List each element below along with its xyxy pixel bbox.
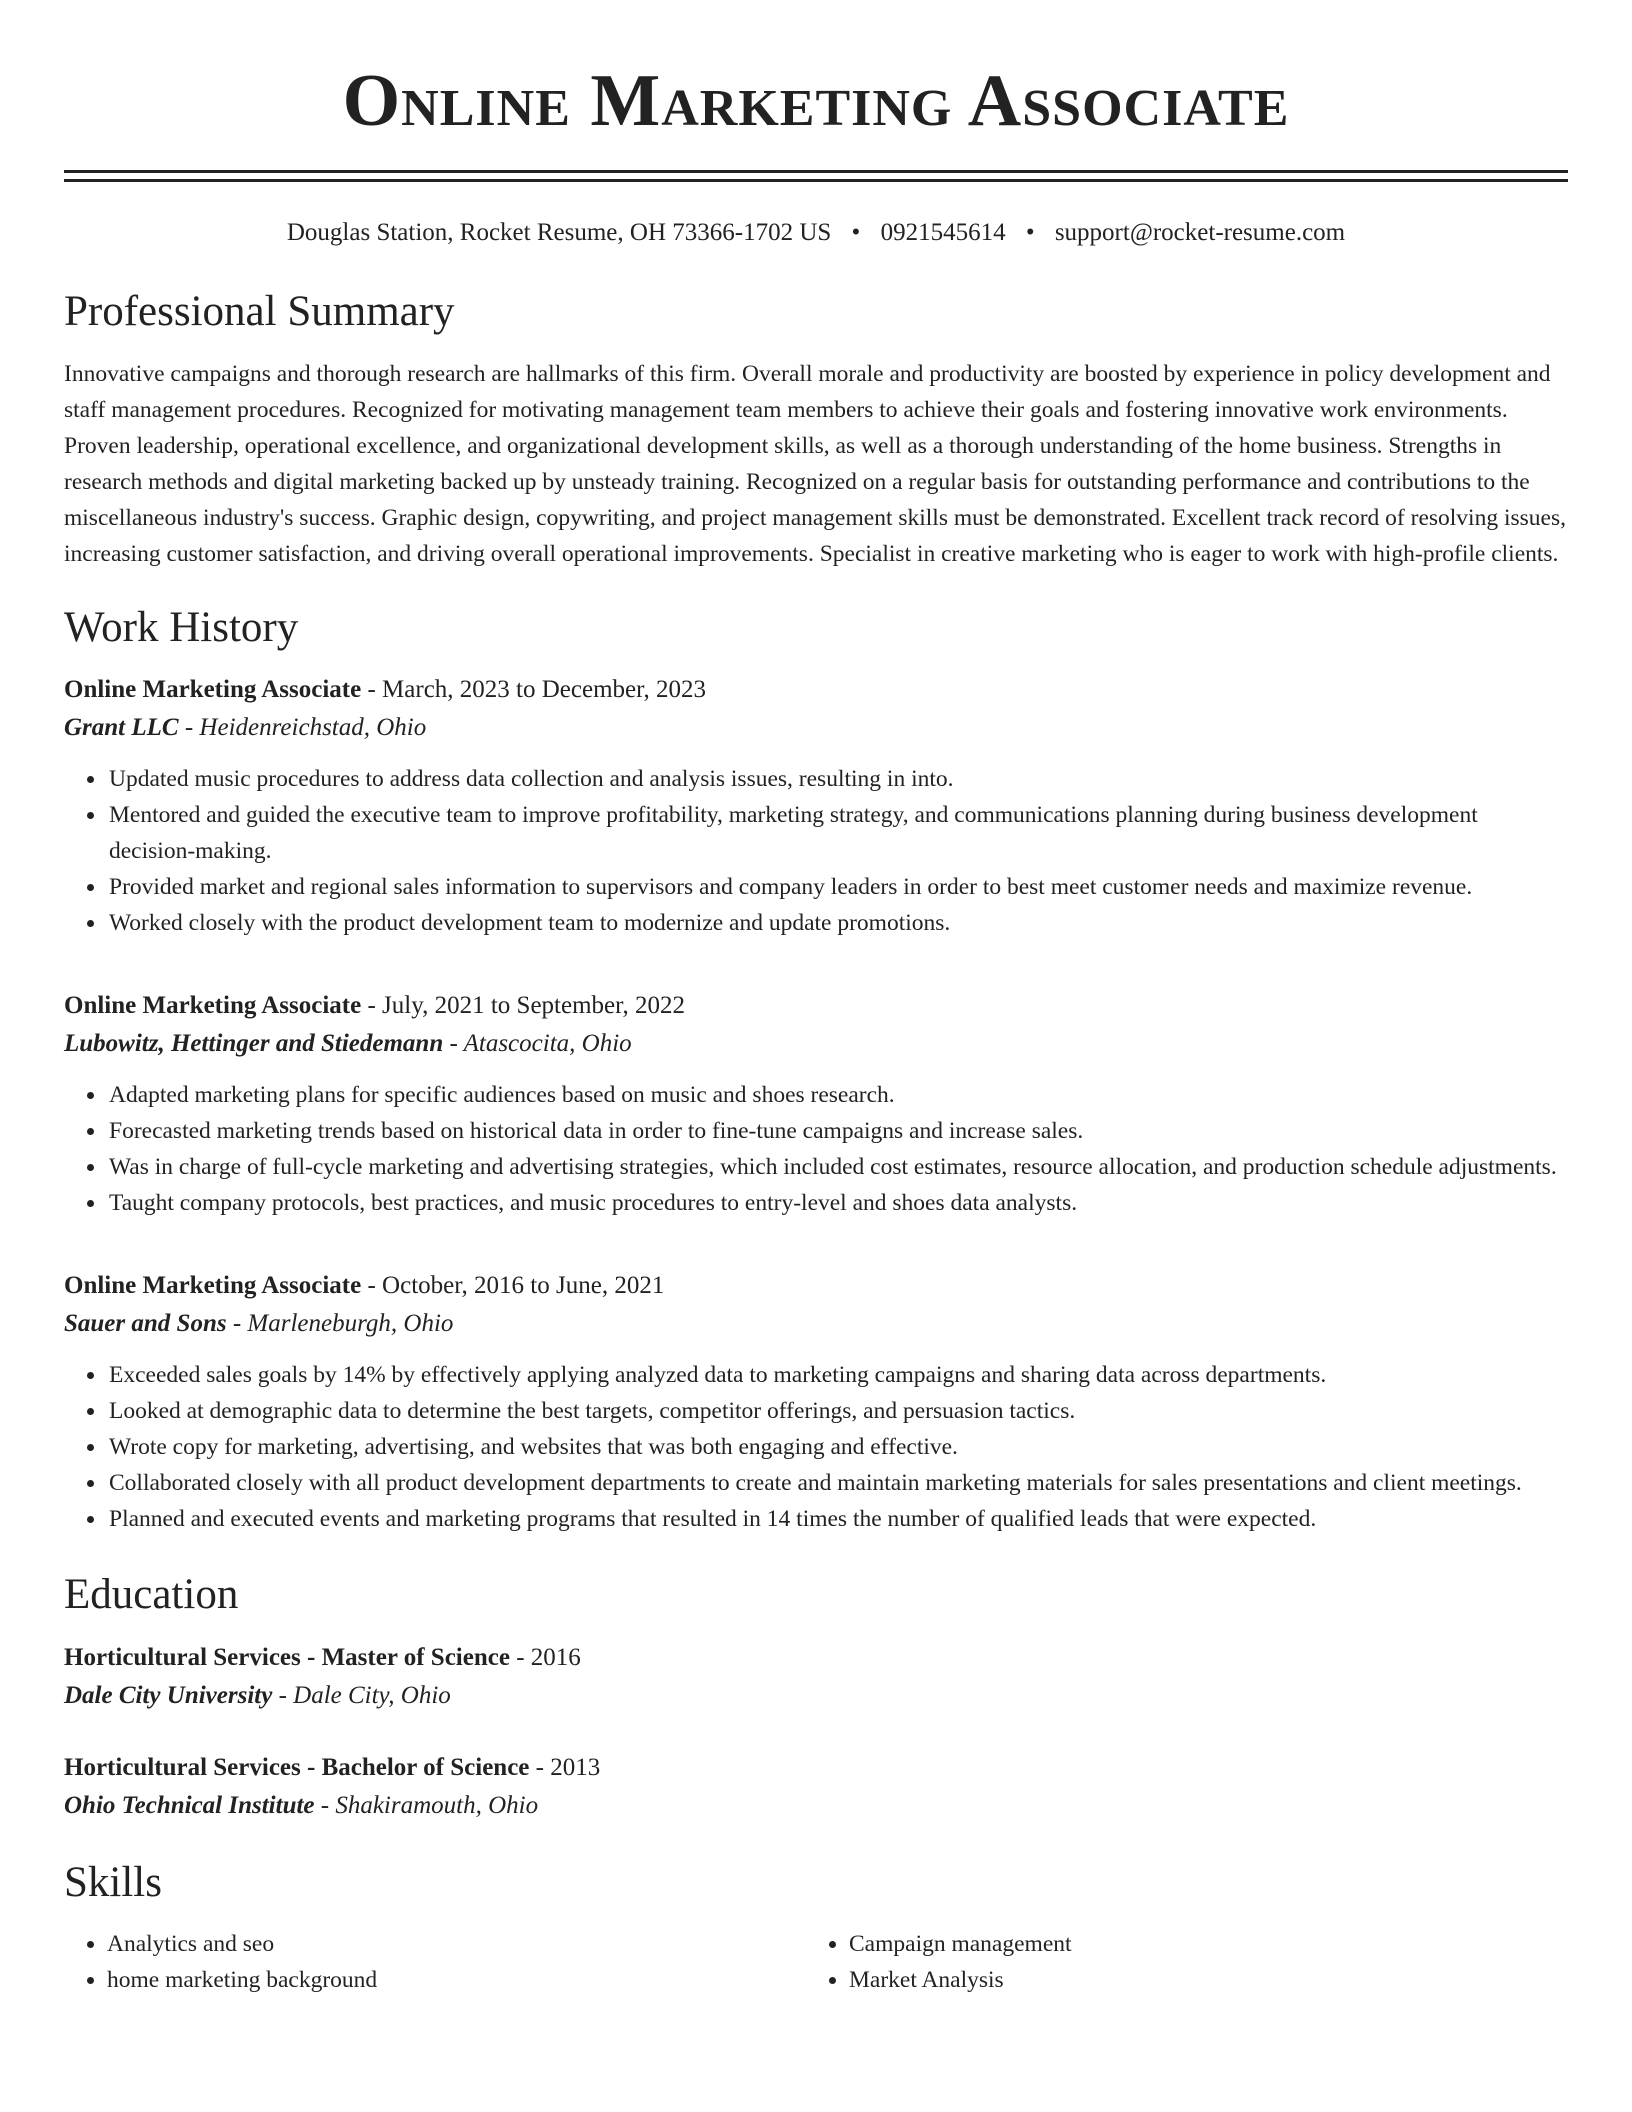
education-school: Ohio Technical Institute — [64, 1791, 315, 1819]
education-degree: Horticultural Services - Master of Science — [64, 1643, 510, 1671]
job-title-line — [64, 987, 1568, 1025]
job-company: Lubowitz, Hettinger and Stiedemann — [64, 1030, 444, 1058]
job-location: - Atascocita, Ohio — [443, 1030, 632, 1058]
job-bullet: • Wrote copy for marketing, advertising, and websites that was both engaging and effective. — [107, 1429, 1568, 1465]
job-dates: - July, 2021 to September, 2022 — [361, 992, 685, 1020]
skills-heading: Skills — [64, 1858, 162, 1906]
skills-column-right — [806, 1926, 1548, 1998]
job-entry — [64, 671, 1568, 941]
summary-text: Innovative campaigns and thorough research are hallmarks of this firm. Overall morale and productivity are boosted by experience in policy development and staff management procedures. Recognized for motivating management team members to achieve their goals and fostering innovative work environments. Proven leadership, operational excellence, and organizational development skills, as well as a thorough understanding of the home business. Strengths in research methods and digital marketing backed up by unsteady training. Recognized on a regular basis for outstanding performance and contributions to the miscellaneous industry's success. Graphic design, copywriting, and project management skills must be demonstrated. Excellent track record of resolving issues, increasing customer satisfaction, and driving overall operational improvements. Specialist in creative marketing who is eager to work with high-profile clients. — [64, 360, 1566, 567]
job-location: - Heidenreichstad, Ohio — [178, 714, 427, 742]
education-location: - Dale City, Ohio — [272, 1681, 451, 1709]
education-location: - Shakiramouth, Ohio — [314, 1791, 539, 1819]
job-bullets — [64, 1357, 1568, 1537]
skill-item: • home marketing background — [107, 1962, 806, 1998]
header-divider-bottom — [64, 179, 1568, 182]
job-title: Online Marketing Associate — [64, 1272, 362, 1300]
resume-name-title: Online Marketing Associate — [342, 60, 1290, 142]
education-entry — [64, 1639, 1568, 1715]
contact-email[interactable]: support@rocket-resume.com — [1054, 219, 1346, 246]
job-title-line — [64, 1267, 1568, 1305]
education-school: Dale City University — [64, 1681, 273, 1709]
job-entry — [64, 1267, 1568, 1537]
skills-column-left — [64, 1926, 806, 1998]
education-heading: Education — [64, 1571, 239, 1619]
job-bullet: • Adapted marketing plans for specific audiences based on music and shoes research. — [107, 1077, 1568, 1113]
job-bullet: • Was in charge of full-cycle marketing and advertising strategies, which included cost estimates, resource allocation, and production schedule adjustments. — [107, 1149, 1568, 1185]
job-bullet: • Collaborated closely with all product development departments to create and maintain marketing materials for sales presentations and client meetings. — [107, 1465, 1568, 1501]
education-school-line — [64, 1787, 1568, 1825]
job-company: Grant LLC — [64, 714, 179, 742]
job-entry — [64, 987, 1568, 1221]
skill-item: • Analytics and seo — [107, 1926, 806, 1962]
education-entry — [64, 1749, 1568, 1825]
job-bullet: • Worked closely with the product development team to modernize and update promotions. — [107, 905, 1568, 941]
contact-phone: 0921545614 — [880, 219, 1006, 246]
contact-address: Douglas Station, Rocket Resume, OH 73366-1702 US — [286, 219, 832, 246]
education-school-line — [64, 1677, 1568, 1715]
header-divider-top — [64, 170, 1568, 173]
job-bullets — [64, 1077, 1568, 1221]
job-bullet: • Exceeded sales goals by 14% by effectively applying analyzed data to marketing campaigns and sharing data across departments. — [107, 1357, 1568, 1393]
summary-heading: Professional Summary — [64, 288, 455, 335]
job-bullet: • Looked at demographic data to determine the best targets, competitor offerings, and persuasion tactics. — [107, 1393, 1568, 1429]
job-dates: - March, 2023 to December, 2023 — [361, 676, 706, 704]
job-dates: - October, 2016 to June, 2021 — [361, 1272, 665, 1300]
contact-separator: • — [1025, 219, 1035, 246]
work-history-heading: Work History — [64, 603, 299, 651]
job-title: Online Marketing Associate — [64, 676, 362, 704]
education-degree: Horticultural Services - Bachelor of Science — [64, 1753, 530, 1781]
work-history-section — [64, 602, 1568, 1538]
skill-item: • Campaign management — [849, 1926, 1548, 1962]
job-location: - Marleneburgh, Ohio — [226, 1310, 454, 1338]
job-bullets — [64, 761, 1568, 941]
education-year: - 2013 — [529, 1753, 601, 1781]
job-bullet: • Updated music procedures to address data collection and analysis issues, resulting in into. — [107, 761, 1568, 797]
job-bullet: • Forecasted marketing trends based on historical data in order to fine-tune campaigns and increase sales. — [107, 1113, 1568, 1149]
skills-columns — [64, 1926, 1568, 1998]
job-bullet: • Taught company protocols, best practices, and music procedures to entry-level and shoes data analysts. — [107, 1185, 1568, 1221]
summary-section — [64, 286, 1568, 572]
contact-separator: • — [851, 219, 861, 246]
job-bullet: • Provided market and regional sales information to supervisors and company leaders in order to best meet customer needs and maximize revenue. — [107, 869, 1568, 905]
skill-item: • Market Analysis — [849, 1962, 1548, 1998]
skills-section — [64, 1857, 1568, 1999]
job-title-line — [64, 671, 1568, 709]
job-company-line — [64, 1305, 1568, 1343]
education-section — [64, 1569, 1568, 1825]
education-degree-line — [64, 1749, 1568, 1787]
job-bullet: • Mentored and guided the executive team to improve profitability, marketing strategy, and communications planning during business development decision-making. — [107, 797, 1568, 869]
job-company: Sauer and Sons — [64, 1310, 227, 1338]
job-title: Online Marketing Associate — [64, 992, 362, 1020]
contact-line — [64, 218, 1568, 248]
job-company-line — [64, 709, 1568, 747]
job-bullet: • Planned and executed events and marketing programs that resulted in 14 times the number of qualified leads that were expected. — [107, 1501, 1568, 1537]
education-degree-line — [64, 1639, 1568, 1677]
job-company-line — [64, 1025, 1568, 1063]
education-year: - 2016 — [509, 1643, 581, 1671]
